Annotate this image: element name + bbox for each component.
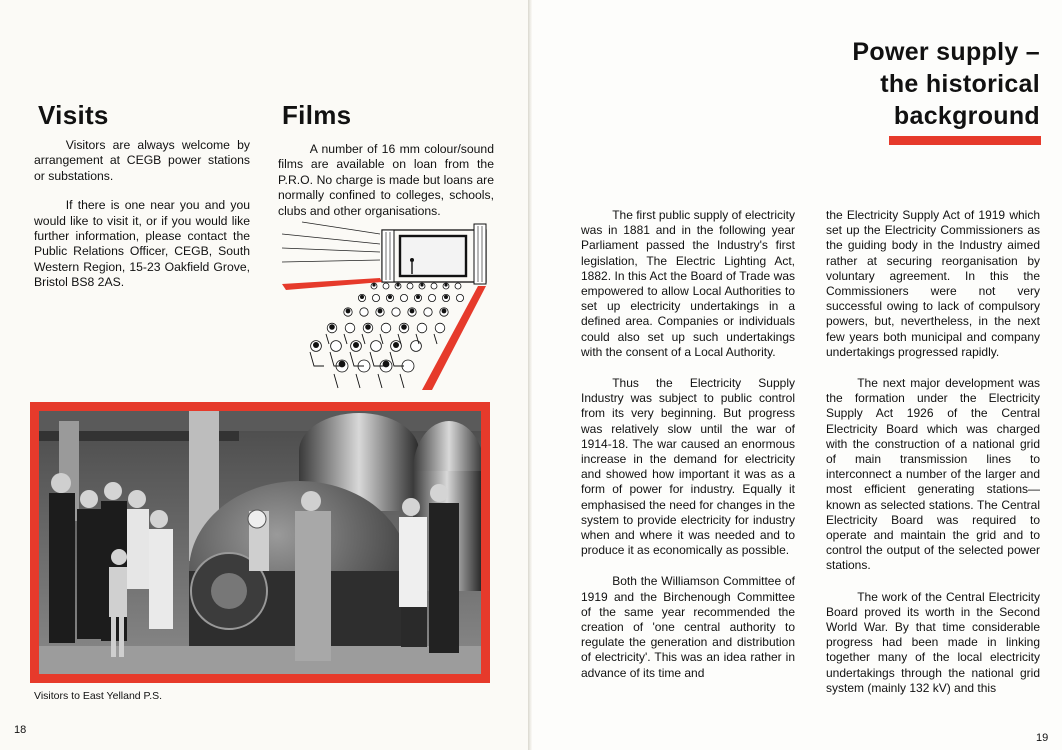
column2-paragraph-3: The work of the Central Electricity Board proved its worth in the Second World War. By that time considerable progress had been made in linking together many of the local electricity undertakings through the national grid system (mainly 132 kV) and this xyxy=(826,589,1040,695)
visits-heading: Visits xyxy=(38,100,109,130)
column1-paragraph-2: Thus the Electricity Supply Industry was subject to public control from its very beginning. But progress was relatively slow until the war of 1914-18. The war caused an enormous increase in the demand for electricity and showed how important it was as a form of power for industry. Equally it emphasised the need for changes in the system to provide electricity for industry when and where it was needed and to produce it as economically as possible. xyxy=(581,376,795,558)
chapter-title-line-3: background xyxy=(893,102,1040,130)
cinema-drawing xyxy=(282,218,494,390)
left-page xyxy=(0,0,530,750)
photo-caption: Visitors to East Yelland P.S. xyxy=(34,690,163,702)
visits-paragraph-2: If there is one near you and you would like to visit it, or if you would like further information, please contact the Public Relations Officer, CEGB, South Western Region, 15-23 Oakfield Grove, Bristol BS8 2AS. xyxy=(34,198,250,290)
films-paragraph-1: A number of 16 mm colour/sound films are available on loan from the P.R.O. No charge is made but loans are normally confined to colleges, schools, clubs and other organisations. xyxy=(278,142,494,218)
chapter-title xyxy=(852,36,1040,132)
page-number-left: 18 xyxy=(14,724,27,736)
column1-paragraph-1: The first public supply of electricity was in 1881 and in the following year Parliament passed the Industry's first legislation, The Electric Lighting Act, 1882. In this Act the Board of Trade was empowered to allow Local Authorities to set up electricity undertakings in a defined area. Companies or individuals could also set up such undertakings with the consent of a Local Authority. xyxy=(581,208,795,359)
films-heading: Films xyxy=(282,100,352,130)
visits-text xyxy=(34,138,250,305)
page-number-right: 19 xyxy=(1036,732,1049,744)
title-red-rule xyxy=(889,136,1041,145)
visitors-photo-frame xyxy=(30,402,490,683)
visits-paragraph-1: Visitors are always welcome by arrangement at CEGB power stations or substations. xyxy=(34,138,250,183)
column2-paragraph-1: the Electricity Supply Act of 1919 which set up the Electricity Commissioners as the guiding body in the Industry aimed rather at securing reorganisation by voluntary agreement. In this the Commissioners were not very successful owing to lack of compulsory powers, but, nevertheless, in the next few years both municipal and company undertakings progressed rapidly. xyxy=(826,208,1040,359)
turbine-hall-photo xyxy=(39,411,481,674)
cinema-illustration xyxy=(282,218,494,390)
visitors-photo xyxy=(39,411,481,674)
column2-paragraph-2: The next major development was the formation under the Electricity Supply Act 1926 of the Central Electricity Board which was charged with the construction of a national grid of main transmission lines to interconnect a number of the larger and most efficient generating stations—known as selected stations. The Central Electricity Board was required to operate and maintain the grid and to control the output of the selected power stations. xyxy=(826,376,1040,573)
history-column-1 xyxy=(581,208,795,697)
column1-paragraph-3: Both the Williamson Committee of 1919 and the Birchenough Committee of the same year recommended the creation of 'one central authority to regulate the generation and distribution of electricity'. This was an idea rather in advance of its time and xyxy=(581,574,795,680)
history-column-2 xyxy=(826,208,1040,712)
chapter-title-line-1: Power supply – xyxy=(852,38,1040,66)
chapter-title-line-2: the historical xyxy=(880,70,1040,98)
